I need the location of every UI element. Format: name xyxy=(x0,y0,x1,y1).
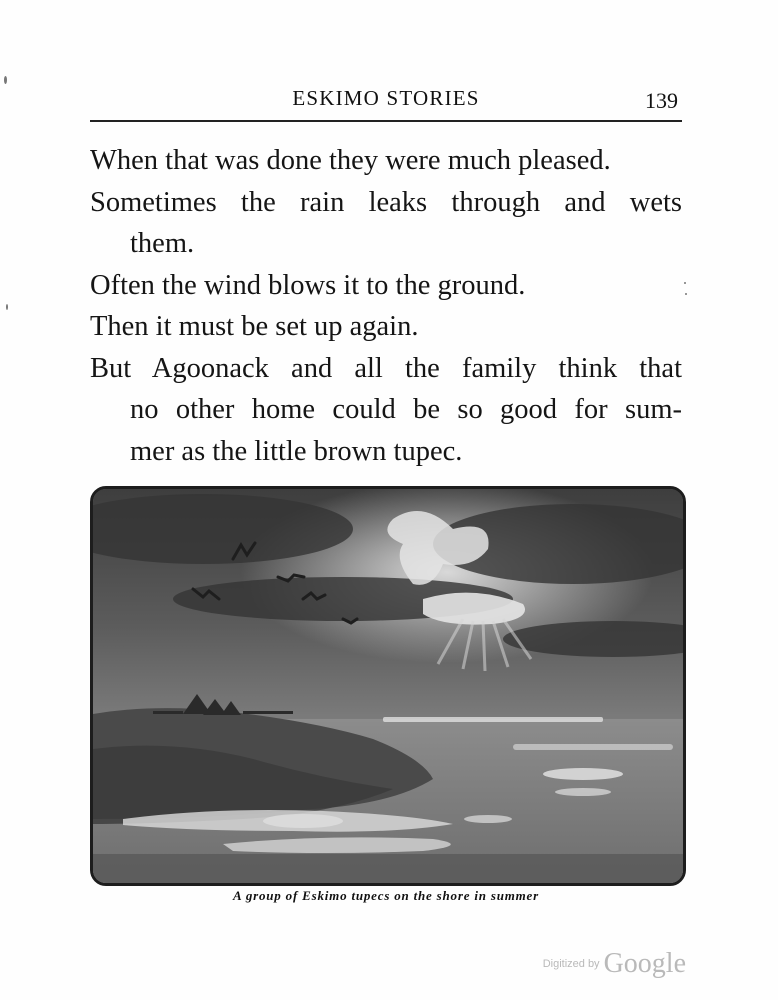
header-rule xyxy=(90,120,682,122)
illustration-caption: A group of Eskimo tupecs on the shore in summer xyxy=(233,888,539,903)
text-line: no other home could be so good for sum- xyxy=(130,394,682,425)
page-number: 139 xyxy=(645,88,678,113)
scan-speck xyxy=(685,293,687,295)
text-line: But Agoonack and all the family think that xyxy=(90,352,682,384)
shore-scene-illustration xyxy=(93,489,683,883)
scan-speck xyxy=(4,76,7,84)
text-line: Then it must be set up again. xyxy=(90,311,419,342)
foreground-water xyxy=(93,854,683,883)
page-header xyxy=(90,86,682,118)
illustration-plate xyxy=(90,486,686,886)
digitized-watermark xyxy=(543,948,686,980)
google-logo-text: Google xyxy=(603,948,686,979)
scan-speck xyxy=(684,282,686,284)
running-head: ESKIMO STORIES xyxy=(292,86,480,110)
text-line: When that was done they were much pleased. xyxy=(90,145,611,176)
body-text xyxy=(90,140,682,472)
watermark-small-text: Digitized by xyxy=(542,958,600,970)
text-line: Often the wind blows it to the ground. xyxy=(90,269,526,301)
text-line: them. xyxy=(130,228,195,259)
text-line: mer as the little brown tupec. xyxy=(130,435,463,467)
scan-speck xyxy=(6,304,8,310)
text-line: Sometimes the rain leaks through and wets xyxy=(90,186,682,218)
